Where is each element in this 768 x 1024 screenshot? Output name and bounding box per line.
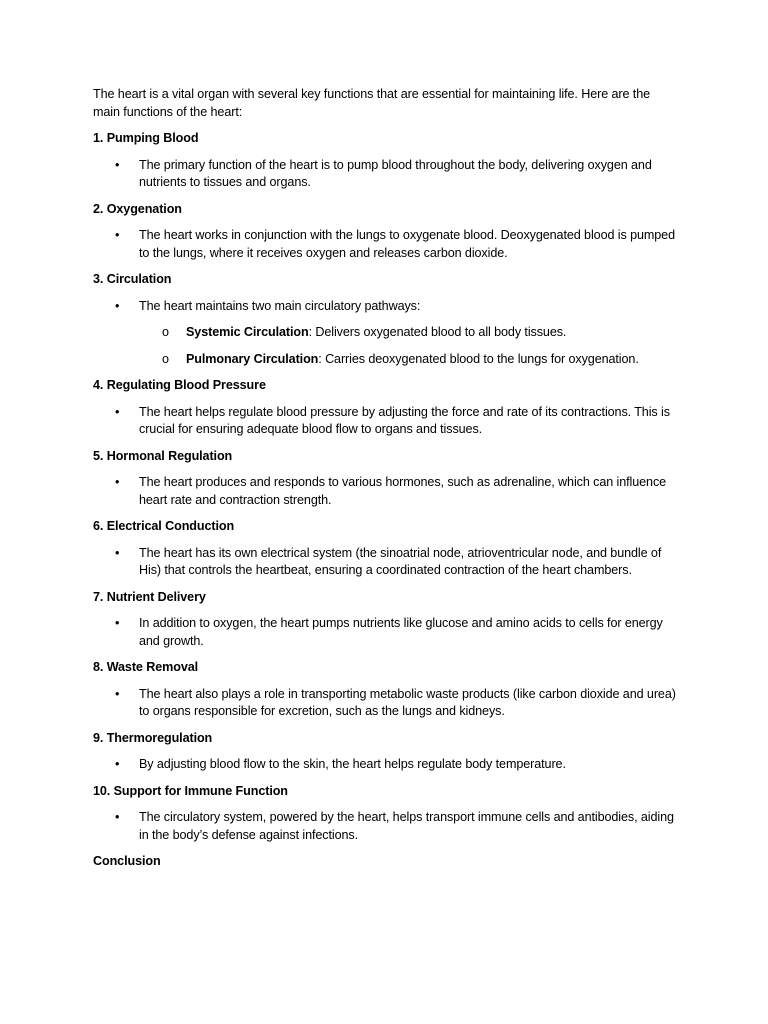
section-heading: 6. Electrical Conduction [93, 519, 235, 533]
section-heading: 1. Pumping Blood [93, 131, 199, 145]
section-heading: 10. Support for Immune Function [93, 783, 288, 798]
conclusion-heading: Conclusion [93, 854, 161, 868]
bullet-item: • By adjusting blood flow to the skin, the heart helps regulate body temperature. [93, 756, 678, 774]
bullet-item: • The circulatory system, powered by the heart, helps transport immune cells and antibodies, aiding in the body’s defense against infections. [93, 809, 678, 844]
bullet-item-text: The heart maintains two main circulatory pathways: [139, 298, 421, 313]
bullet-list [93, 545, 678, 580]
section-heading: 4. Regulating Blood Pressure [93, 378, 266, 392]
section-heading: 5. Hormonal Regulation [93, 448, 233, 463]
bullet-item: • The heart also plays a role in transporting metabolic waste products (like carbon dioxide and urea) to organs responsible for excretion, such as the lungs and kidneys. [93, 686, 678, 721]
bullet-list [93, 756, 678, 774]
bullet-item: • In addition to oxygen, the heart pumps nutrients like glucose and amino acids to cells for energy and growth. [93, 615, 678, 650]
intro-paragraph: The heart is a vital organ with several key functions that are essential for maintaining life. Here are the main functions of the heart: [93, 87, 651, 119]
bullet-list [93, 157, 678, 192]
bullet-list [93, 298, 678, 369]
bullet-item: • The heart has its own electrical system (the sinoatrial node, atrioventricular node, and bundle of His) that controls the heartbeat, ensuring a coordinated contraction of the heart chambers. [93, 545, 678, 580]
bullet-item [93, 298, 678, 369]
bullet-list [93, 474, 678, 509]
bullet-item: • The heart helps regulate blood pressure by adjusting the force and rate of its contractions. This is crucial for ensuring adequate blood flow to organs and tissues. [93, 404, 678, 439]
section-heading: 8. Waste Removal [93, 660, 199, 674]
section-heading: 7. Nutrient Delivery [93, 589, 206, 604]
document-body [93, 86, 678, 880]
bullet-list [93, 615, 678, 650]
bullet-list [93, 809, 678, 844]
bullet-item: • The heart produces and responds to various hormones, such as adrenaline, which can influence heart rate and contraction strength. [93, 474, 678, 509]
section-heading: 9. Thermoregulation [93, 730, 213, 745]
term-pulmonary-circulation: Pulmonary Circulation [186, 351, 319, 366]
bullet-list [93, 404, 678, 439]
bullet-list [93, 686, 678, 721]
section-heading: 2. Oxygenation [93, 201, 182, 216]
sub-bullet-item-systemic [139, 324, 678, 342]
sub-bullet-list [139, 324, 678, 368]
sub-bullet-item-pulmonary [139, 351, 678, 369]
bullet-item: • The primary function of the heart is to pump blood throughout the body, delivering oxygen and nutrients to tissues and organs. [93, 157, 678, 192]
section-heading: 3. Circulation [93, 272, 172, 286]
sub-bullet-text: : Delivers oxygenated blood to all body tissues. [308, 325, 567, 339]
bullet-item: • The heart works in conjunction with the lungs to oxygenate blood. Deoxygenated blood is pumped to the lungs, where it receives oxygen and releases carbon dioxide. [93, 227, 678, 262]
bullet-list [93, 227, 678, 262]
term-systemic-circulation: Systemic Circulation [186, 325, 309, 339]
sub-bullet-text: : Carries deoxygenated blood to the lungs for oxygenation. [318, 351, 639, 366]
